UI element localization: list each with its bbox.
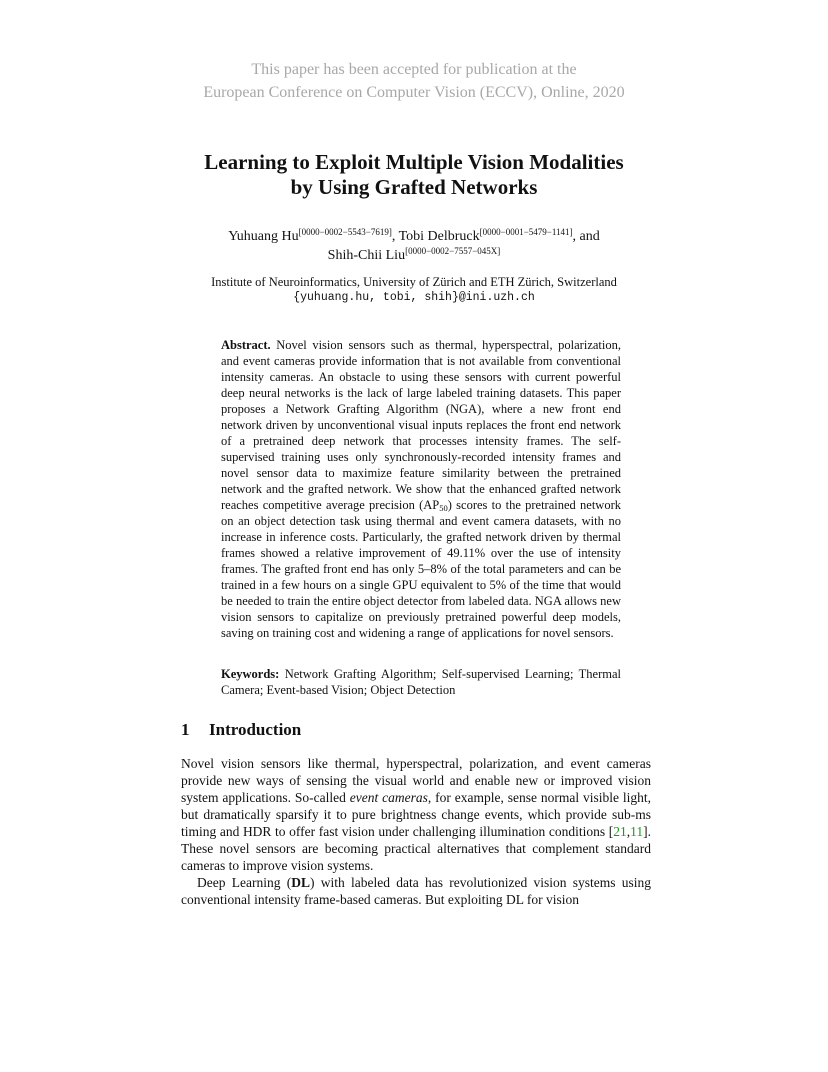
orcid-delbruck[interactable]: [0000−0001−5479−1141] bbox=[479, 227, 573, 237]
author-name-liu: Shih-Chii Liu bbox=[327, 248, 406, 263]
intro-p1-text-b: , for example, sense normal visible light, but dramatically sparsify it to pure brightness change events, which provide sub-ms timing and HDR to offer fast vision under challenging illumination conditions [ bbox=[181, 790, 651, 839]
abstract-text-1: Novel vision sensors such as thermal, hyperspectral, polarization, and event cameras provide information that is not available from conventional intensity cameras. An obstacle to using these sensors with current powerful deep neural networks is the lack of large labeled training datasets. This paper proposes a Network Grafting Algorithm (NGA), where a new front end network driven by unconventional visual inputs replaces the front end network of a pretrained deep network that processes intensity frames. The self-supervised training uses only synchronously-recorded intensity frames and novel sensor data to maximize feature similarity between the pretrained network and the grafted network. We show that the enhanced grafted network reaches competitive average precision (AP bbox=[221, 338, 621, 512]
citation-link-21[interactable]: 21 bbox=[613, 824, 627, 839]
author-line-2 bbox=[0, 246, 828, 265]
intro-p1-text-c: ]. These novel sensors are becoming practical alternatives that complement standard cameras to improve vision systems. bbox=[181, 824, 651, 873]
title-line-2: by Using Grafted Networks bbox=[290, 175, 538, 199]
keywords-text: Network Grafting Algorithm; Self-supervised Learning; Thermal Camera; Event-based Vision; Object Detection bbox=[221, 667, 621, 697]
intro-paragraph-1 bbox=[181, 755, 651, 874]
keywords-paragraph bbox=[221, 666, 621, 698]
intro-p2-text-a: Deep Learning ( bbox=[197, 875, 292, 890]
citation-separator: , bbox=[626, 824, 631, 839]
section-number: 1 bbox=[181, 720, 190, 739]
abstract-paragraph bbox=[221, 337, 621, 641]
publication-notice bbox=[0, 58, 828, 104]
author-emails: {yuhuang.hu, tobi, shih}@ini.uzh.ch bbox=[293, 291, 535, 304]
author-separator: , and bbox=[572, 229, 600, 244]
abstract-text-2: ) scores to the pretrained network on an object detection task using thermal and event camera datasets, with no increase in inference costs. Particularly, the grafted network driven by thermal frames showed a relative improvement of 49.11% over the use of intensity frames. The grafted front end has only 5–8% of the total parameters and can be trained in a few hours on a single GPU equivalent to 5% of the time that would be needed to train the entire object detector from labeled data. NGA allows new vision sensors to capitalize on previously pretrained powerful deep models, saving on training cost and widening a range of applications for novel sensors. bbox=[221, 498, 621, 640]
author-list bbox=[0, 227, 828, 265]
abstract bbox=[221, 337, 621, 641]
intro-paragraph-2 bbox=[181, 874, 651, 908]
notice-line-2: European Conference on Computer Vision (ECCV), Online, 2020 bbox=[203, 84, 625, 101]
orcid-hu[interactable]: [0000−0002−5543−7619] bbox=[298, 227, 392, 237]
title-line-1: Learning to Exploit Multiple Vision Modalities bbox=[204, 150, 624, 174]
section-heading-introduction bbox=[181, 719, 661, 741]
notice-line-1: This paper has been accepted for publication at the bbox=[251, 61, 577, 78]
section-title: Introduction bbox=[209, 720, 302, 739]
keywords bbox=[221, 666, 621, 698]
author-name-delbruck: , Tobi Delbruck bbox=[391, 229, 480, 244]
citation-link-11[interactable]: 11 bbox=[630, 824, 644, 839]
intro-p2-text-b: ) with labeled data has revolutionized vision systems using conventional intensity frame-based cameras. But exploiting DL for vision bbox=[181, 875, 651, 907]
institution: Institute of Neuroinformatics, University of Zürich and ETH Zürich, Switzerland bbox=[211, 275, 617, 289]
paper-title bbox=[0, 150, 828, 200]
intro-p1-emphasis: event cameras bbox=[349, 790, 428, 805]
abstract-label: Abstract. bbox=[221, 338, 271, 352]
author-line-1 bbox=[0, 227, 828, 246]
intro-p1-text-a: Novel vision sensors like thermal, hyperspectral, polarization, and event cameras provide new ways of sensing the visual world and enable new or improved vision system applications. So-called bbox=[181, 756, 651, 805]
orcid-liu[interactable]: [0000−0002−7557−045X] bbox=[405, 246, 501, 256]
ap-subscript: 50 bbox=[439, 503, 448, 513]
introduction-body bbox=[181, 755, 651, 908]
intro-p2-bold: DL bbox=[291, 875, 310, 890]
affiliation bbox=[0, 274, 828, 306]
keywords-label: Keywords: bbox=[221, 667, 280, 681]
author-name-hu: Yuhuang Hu bbox=[228, 229, 299, 244]
